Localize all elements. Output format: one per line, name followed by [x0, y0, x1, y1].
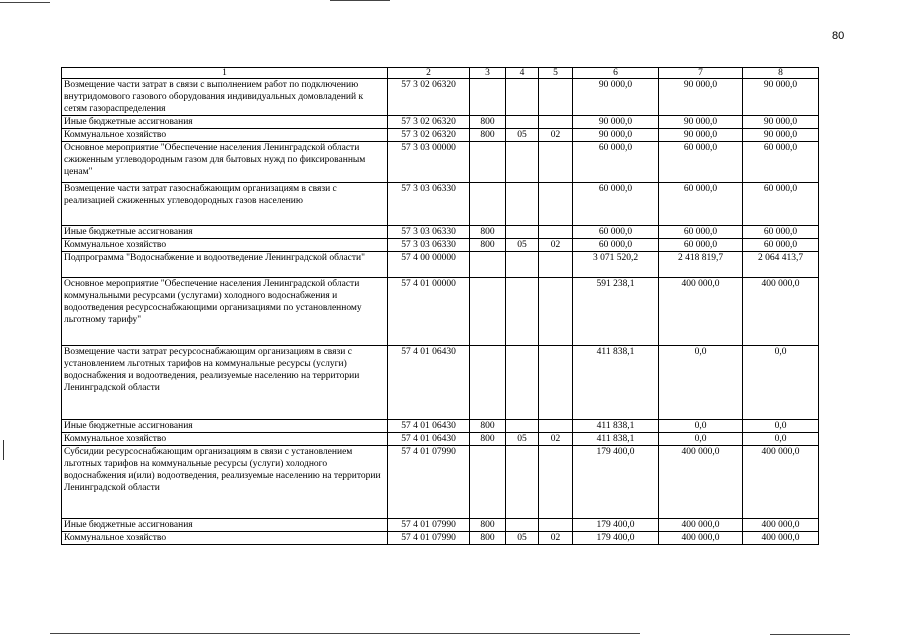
- row-name: Иные бюджетные ассигнования: [62, 420, 388, 433]
- row-c3: [470, 278, 506, 346]
- budget-table: [61, 67, 819, 545]
- row-c4: [506, 226, 539, 239]
- row-value-col6: 90 000,0: [573, 79, 659, 116]
- row-c4: [506, 252, 539, 278]
- scan-edge-top-mid: [330, 0, 390, 1]
- row-name: Основное мероприятие "Обеспечение населения Ленинградской области коммунальными ресурсами (услугами) холодного водоснабжения и водоотведения ресурсоснабжающими организациями по установленному льготному тарифу": [62, 278, 388, 346]
- row-code: 57 4 00 00000: [388, 252, 470, 278]
- page-number: 80: [832, 30, 845, 42]
- row-value-col6: 3 071 520,2: [573, 252, 659, 278]
- row-c4: [506, 278, 539, 346]
- row-value-col6: 60 000,0: [573, 142, 659, 183]
- row-value-col7: 0,0: [659, 346, 743, 420]
- row-c5: 02: [539, 239, 573, 252]
- row-code: 57 4 01 06430: [388, 346, 470, 420]
- row-value-col6: 179 400,0: [573, 532, 659, 545]
- header-col-2: 2: [388, 68, 470, 79]
- row-c3: [470, 446, 506, 519]
- row-name: Иные бюджетные ассигнования: [62, 519, 388, 532]
- row-code: 57 3 02 06320: [388, 79, 470, 116]
- table-row: [62, 142, 819, 183]
- row-c5: [539, 183, 573, 226]
- header-col-8: 8: [743, 68, 819, 79]
- row-value-col6: 591 238,1: [573, 278, 659, 346]
- table-row: [62, 129, 819, 142]
- row-value-col7: 90 000,0: [659, 129, 743, 142]
- row-c5: [539, 446, 573, 519]
- table-row: [62, 433, 819, 446]
- row-c5: [539, 420, 573, 433]
- row-value-col8: 60 000,0: [743, 142, 819, 183]
- row-value-col7: 60 000,0: [659, 239, 743, 252]
- scan-edge-bottom-right: [770, 634, 850, 635]
- row-value-col6: 90 000,0: [573, 129, 659, 142]
- row-code: 57 4 01 06430: [388, 420, 470, 433]
- row-c3: [470, 183, 506, 226]
- row-value-col8: 400 000,0: [743, 278, 819, 346]
- row-value-col8: 0,0: [743, 433, 819, 446]
- row-value-col6: 60 000,0: [573, 183, 659, 226]
- row-c3: 800: [470, 420, 506, 433]
- row-code: 57 3 02 06320: [388, 129, 470, 142]
- row-c3: [470, 142, 506, 183]
- row-c3: 800: [470, 519, 506, 532]
- row-c3: 800: [470, 433, 506, 446]
- row-c5: 02: [539, 532, 573, 545]
- row-c4: [506, 519, 539, 532]
- row-c3: 800: [470, 239, 506, 252]
- row-c4: [506, 420, 539, 433]
- row-c5: [539, 519, 573, 532]
- row-c4: 05: [506, 239, 539, 252]
- row-value-col8: 400 000,0: [743, 519, 819, 532]
- row-name: Коммунальное хозяйство: [62, 532, 388, 545]
- row-code: 57 4 01 07990: [388, 446, 470, 519]
- row-code: 57 3 03 06330: [388, 226, 470, 239]
- row-value-col7: 90 000,0: [659, 79, 743, 116]
- row-c5: [539, 226, 573, 239]
- scan-edge-left: [3, 440, 4, 460]
- table-row: [62, 183, 819, 226]
- header-col-3: 3: [470, 68, 506, 79]
- row-c3: 800: [470, 116, 506, 129]
- row-name: Подпрограмма "Водоснабжение и водоотведение Ленинградской области": [62, 252, 388, 278]
- row-value-col6: 411 838,1: [573, 420, 659, 433]
- header-col-1: 1: [62, 68, 388, 79]
- table-row: [62, 346, 819, 420]
- row-value-col8: 90 000,0: [743, 79, 819, 116]
- row-c3: [470, 346, 506, 420]
- row-value-col8: 0,0: [743, 346, 819, 420]
- row-value-col7: 90 000,0: [659, 116, 743, 129]
- row-name: Иные бюджетные ассигнования: [62, 226, 388, 239]
- row-c4: [506, 116, 539, 129]
- row-c4: [506, 142, 539, 183]
- row-value-col7: 400 000,0: [659, 519, 743, 532]
- row-c3: 800: [470, 532, 506, 545]
- table-row: [62, 226, 819, 239]
- row-c5: [539, 278, 573, 346]
- table-row: [62, 532, 819, 545]
- row-code: 57 3 03 06330: [388, 183, 470, 226]
- header-col-5: 5: [539, 68, 573, 79]
- row-value-col7: 400 000,0: [659, 446, 743, 519]
- row-c5: 02: [539, 129, 573, 142]
- row-c3: [470, 252, 506, 278]
- row-value-col6: 179 400,0: [573, 519, 659, 532]
- row-name: Возмещение части затрат ресурсоснабжающим организациям в связи с установлением льготных тарифов на коммунальные ресурсы (услуги) водоснабжения и водоотведения, реализуемые населению на территории Ленинградской области: [62, 346, 388, 420]
- row-c4: [506, 79, 539, 116]
- row-c4: 05: [506, 129, 539, 142]
- row-code: 57 3 03 06330: [388, 239, 470, 252]
- row-value-col7: 60 000,0: [659, 142, 743, 183]
- row-value-col8: 60 000,0: [743, 226, 819, 239]
- header-col-4: 4: [506, 68, 539, 79]
- row-name: Основное мероприятие "Обеспечение населения Ленинградской области сжиженным углеводородным газом для бытовых нужд по фиксированным ценам": [62, 142, 388, 183]
- row-c5: [539, 79, 573, 116]
- table-row: [62, 446, 819, 519]
- row-code: 57 4 01 07990: [388, 519, 470, 532]
- row-value-col6: 411 838,1: [573, 346, 659, 420]
- table-row: [62, 252, 819, 278]
- table-row: [62, 420, 819, 433]
- row-value-col8: 0,0: [743, 420, 819, 433]
- row-c3: 800: [470, 129, 506, 142]
- table-row: [62, 239, 819, 252]
- row-value-col7: 60 000,0: [659, 183, 743, 226]
- row-code: 57 3 03 00000: [388, 142, 470, 183]
- row-c4: [506, 446, 539, 519]
- row-c4: 05: [506, 433, 539, 446]
- scan-edge-bottom: [50, 633, 640, 634]
- row-c5: [539, 142, 573, 183]
- row-value-col8: 2 064 413,7: [743, 252, 819, 278]
- row-code: 57 3 02 06320: [388, 116, 470, 129]
- row-value-col7: 0,0: [659, 433, 743, 446]
- row-code: 57 4 01 00000: [388, 278, 470, 346]
- row-c5: [539, 346, 573, 420]
- row-value-col7: 400 000,0: [659, 278, 743, 346]
- row-value-col7: 400 000,0: [659, 532, 743, 545]
- row-value-col6: 60 000,0: [573, 226, 659, 239]
- row-name: Возмещение части затрат газоснабжающим организациям в связи с реализацией сжиженных углеводородных газов населению: [62, 183, 388, 226]
- header-col-6: 6: [573, 68, 659, 79]
- row-value-col8: 90 000,0: [743, 116, 819, 129]
- row-name: Субсидии ресурсоснабжающим организациям в связи с установлением льготных тарифов на коммунальные ресурсы (услуги) холодного водоснабжения и(или) водоотведения, реализуемые населению на территории Ленинградской области: [62, 446, 388, 519]
- row-c3: [470, 79, 506, 116]
- row-value-col7: 0,0: [659, 420, 743, 433]
- row-name: Коммунальное хозяйство: [62, 433, 388, 446]
- table-row: [62, 116, 819, 129]
- table-row: [62, 519, 819, 532]
- table-row: [62, 79, 819, 116]
- row-c4: [506, 183, 539, 226]
- row-value-col8: 90 000,0: [743, 129, 819, 142]
- row-value-col8: 400 000,0: [743, 532, 819, 545]
- row-c4: [506, 346, 539, 420]
- row-code: 57 4 01 06430: [388, 433, 470, 446]
- row-value-col6: 60 000,0: [573, 239, 659, 252]
- row-c4: 05: [506, 532, 539, 545]
- row-value-col7: 2 418 819,7: [659, 252, 743, 278]
- row-value-col6: 179 400,0: [573, 446, 659, 519]
- row-value-col6: 411 838,1: [573, 433, 659, 446]
- row-value-col8: 60 000,0: [743, 239, 819, 252]
- row-name: Коммунальное хозяйство: [62, 129, 388, 142]
- row-value-col7: 60 000,0: [659, 226, 743, 239]
- row-value-col8: 60 000,0: [743, 183, 819, 226]
- row-c5: 02: [539, 433, 573, 446]
- table-row: [62, 278, 819, 346]
- row-name: Иные бюджетные ассигнования: [62, 116, 388, 129]
- row-c5: [539, 252, 573, 278]
- header-col-7: 7: [659, 68, 743, 79]
- row-c5: [539, 116, 573, 129]
- scan-edge-top-left: [0, 2, 50, 3]
- row-name: Коммунальное хозяйство: [62, 239, 388, 252]
- row-code: 57 4 01 07990: [388, 532, 470, 545]
- row-c3: 800: [470, 226, 506, 239]
- row-name: Возмещение части затрат в связи с выполнением работ по подключению внутридомового газового оборудования индивидуальных домовладений к сетям газораспределения: [62, 79, 388, 116]
- table-header-row: [62, 68, 819, 79]
- row-value-col6: 90 000,0: [573, 116, 659, 129]
- row-value-col8: 400 000,0: [743, 446, 819, 519]
